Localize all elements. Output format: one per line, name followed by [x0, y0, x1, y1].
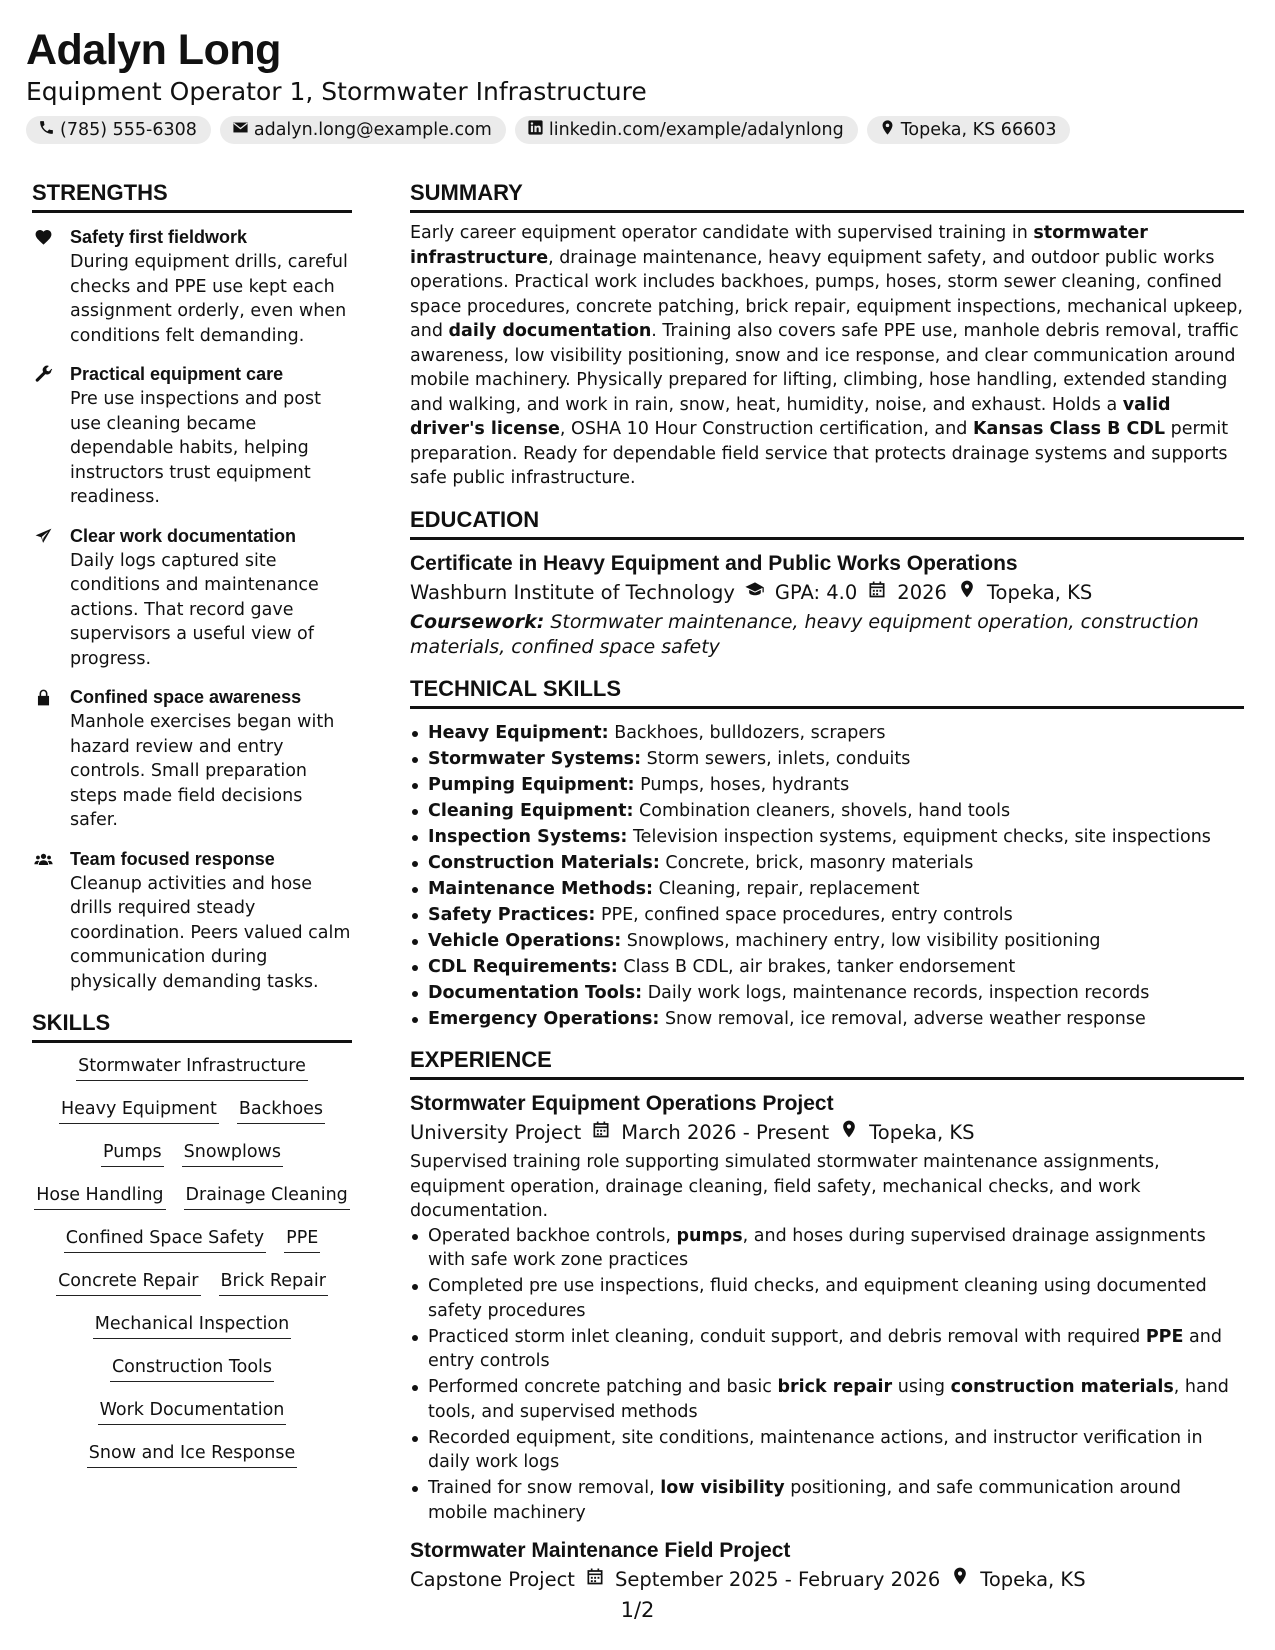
technical-skill-item: Documentation Tools: Daily work logs, maintenance records, inspection records	[410, 981, 1244, 1006]
strength-desc: Manhole exercises began with hazard review and entry controls. Small preparation steps made field decisions safer.	[70, 712, 335, 830]
job-location: Topeka, KS	[980, 1568, 1086, 1591]
technical-skills-heading: TECHNICAL SKILLS	[410, 674, 1244, 709]
school-name: Washburn Institute of Technology	[410, 580, 735, 604]
gpa: GPA: 4.0	[774, 580, 858, 604]
lock-icon	[32, 685, 70, 833]
technical-skill-item: CDL Requirements: Class B CDL, air brakes, tanker endorsement	[410, 955, 1244, 980]
map-pin-icon	[839, 1118, 859, 1148]
skill-tag: Drainage Cleaning	[184, 1184, 350, 1210]
contact-linkedin-text: linkedin.com/example/adalynlong	[548, 120, 844, 140]
page-number: 1/2	[620, 1598, 655, 1622]
job-org: Capstone Project	[410, 1568, 575, 1591]
technical-skill-item: Emergency Operations: Snow removal, ice removal, adverse weather response	[410, 1007, 1244, 1032]
strength-title: Confined space awareness	[70, 687, 302, 707]
map-pin-icon	[879, 119, 896, 141]
job-entry	[410, 1090, 1244, 1525]
technical-skills-list	[410, 721, 1244, 1032]
technical-skill-item: Pumping Equipment: Pumps, hoses, hydrants	[410, 773, 1244, 798]
job-dates: September 2025 - February 2026	[614, 1568, 941, 1591]
experience-section	[410, 1045, 1244, 1595]
strength-item	[32, 685, 352, 833]
technical-skill-item: Cleaning Equipment: Combination cleaners, shovels, hand tools	[410, 799, 1244, 824]
strength-item	[32, 847, 352, 995]
skill-tag: Snowplows	[182, 1141, 283, 1167]
summary-heading: SUMMARY	[410, 178, 1244, 213]
wrench-icon	[32, 362, 70, 510]
job-location: Topeka, KS	[869, 1121, 975, 1144]
education-heading: EDUCATION	[410, 505, 1244, 540]
candidate-title: Equipment Operator 1, Stormwater Infrastructure	[26, 77, 647, 106]
contact-location-text: Topeka, KS 66603	[900, 120, 1057, 140]
users-icon	[32, 847, 70, 995]
technical-skill-item: Construction Materials: Concrete, brick, masonry materials	[410, 851, 1244, 876]
left-column	[32, 178, 352, 1485]
coursework: Coursework: Stormwater maintenance, heavy equipment operation, construction materials, confined space safety	[410, 610, 1199, 658]
strength-desc: Pre use inspections and post use cleaning became dependable habits, helping instructors trust equipment readiness.	[70, 389, 321, 507]
calendar-icon	[867, 578, 887, 608]
heart-icon	[32, 225, 70, 348]
phone-icon	[38, 119, 55, 141]
technical-skill-item: Heavy Equipment: Backhoes, bulldozers, scrapers	[410, 721, 1244, 746]
linkedin-icon	[527, 119, 544, 141]
skills-heading: SKILLS	[32, 1008, 352, 1043]
degree-title: Certificate in Heavy Equipment and Public Works Operations	[410, 551, 1018, 575]
skill-tag: Mechanical Inspection	[93, 1313, 291, 1339]
job-summary: Supervised training role supporting simulated stormwater maintenance assignments, equipment operation, drainage cleaning, field safety, mechanical checks, and work documentation.	[410, 1152, 1160, 1221]
graduation-year: 2026	[897, 580, 947, 604]
job-meta	[410, 1118, 1244, 1148]
technical-skill-item: Stormwater Systems: Storm sewers, inlets, conduits	[410, 747, 1244, 772]
job-bullet: Trained for snow removal, low visibility positioning, and safe communication around mobile machinery	[410, 1476, 1244, 1525]
technical-skill-item: Maintenance Methods: Cleaning, repair, replacement	[410, 877, 1244, 902]
skill-tag: Backhoes	[237, 1098, 325, 1124]
right-column	[410, 178, 1244, 1609]
skill-tag: PPE	[284, 1227, 320, 1253]
skills-tags	[32, 1055, 352, 1468]
summary-section	[410, 178, 1244, 491]
strength-desc: During equipment drills, careful checks and PPE use kept each assignment orderly, even when conditions felt demanding.	[70, 252, 348, 346]
technical-skills-section	[410, 674, 1244, 1032]
contact-phone[interactable]	[26, 116, 211, 144]
contact-phone-text: (785) 555-6308	[60, 120, 197, 140]
candidate-name: Adalyn Long	[26, 26, 281, 74]
graduation-cap-icon	[745, 578, 765, 608]
paper-plane-icon	[32, 524, 70, 672]
technical-skill-item: Vehicle Operations: Snowplows, machinery entry, low visibility positioning	[410, 929, 1244, 954]
education-section	[410, 505, 1244, 660]
strength-item	[32, 225, 352, 348]
job-bullet: Completed pre use inspections, fluid checks, and equipment cleaning using documented safety procedures	[410, 1274, 1244, 1323]
education-location: Topeka, KS	[986, 580, 1093, 604]
job-title: Stormwater Maintenance Field Project	[410, 1539, 791, 1562]
strength-desc: Daily logs captured site conditions and maintenance actions. That record gave supervisors a useful view of progress.	[70, 550, 319, 669]
job-dates: March 2026 - Present	[621, 1121, 830, 1144]
job-bullet: Practiced storm inlet cleaning, conduit support, and debris removal with required PPE and entry controls	[410, 1325, 1244, 1374]
strength-desc: Cleanup activities and hose drills required steady coordination. Peers valued calm communication during physically demanding tasks.	[70, 873, 351, 992]
skill-tag: Brick Repair	[219, 1270, 328, 1296]
strength-title: Clear work documentation	[70, 525, 297, 546]
education-meta	[410, 578, 1244, 608]
contact-bar	[26, 116, 1256, 144]
skill-tag: Confined Space Safety	[64, 1227, 266, 1253]
skill-tag: Hose Handling	[34, 1184, 165, 1210]
job-bullets	[410, 1224, 1244, 1526]
contact-linkedin[interactable]	[515, 116, 858, 144]
skill-tag: Snow and Ice Response	[87, 1442, 297, 1468]
skill-tag: Construction Tools	[110, 1356, 274, 1382]
technical-skill-item: Inspection Systems: Television inspection systems, equipment checks, site inspections	[410, 825, 1244, 850]
contact-email[interactable]	[220, 116, 506, 144]
job-title: Stormwater Equipment Operations Project	[410, 1092, 834, 1115]
calendar-icon	[585, 1565, 605, 1595]
job-entry	[410, 1537, 1244, 1595]
skill-tag: Heavy Equipment	[59, 1098, 219, 1124]
strengths-heading: STRENGTHS	[32, 178, 352, 213]
strength-item	[32, 524, 352, 672]
calendar-icon	[591, 1118, 611, 1148]
skill-tag: Pumps	[101, 1141, 164, 1167]
job-bullet: Operated backhoe controls, pumps, and hoses during supervised drainage assignments with safe work zone practices	[410, 1224, 1244, 1273]
map-pin-icon	[957, 578, 977, 608]
skill-tag: Stormwater Infrastructure	[76, 1055, 308, 1081]
job-bullet: Performed concrete patching and basic brick repair using construction materials, hand tools, and supervised methods	[410, 1375, 1244, 1424]
technical-skill-item: Safety Practices: PPE, confined space procedures, entry controls	[410, 903, 1244, 928]
strength-title: Safety first fieldwork	[70, 227, 248, 247]
contact-location	[867, 116, 1071, 144]
job-meta	[410, 1565, 1244, 1595]
strength-item	[32, 362, 352, 510]
experience-heading: EXPERIENCE	[410, 1045, 1244, 1080]
skill-tag: Concrete Repair	[56, 1270, 200, 1296]
strength-title: Practical equipment care	[70, 364, 284, 384]
job-bullet: Recorded equipment, site conditions, maintenance actions, and instructor verification in daily work logs	[410, 1426, 1244, 1475]
map-pin-icon	[950, 1565, 970, 1595]
summary-text: Early career equipment operator candidate with supervised training in stormwater infrastructure, drainage maintenance, heavy equipment safety, and outdoor public works operations. Practical work includes backhoes, pumps, hoses, storm sewer cleaning, confined space procedures, concrete patching, brick repair, equipment inspections, mechanical upkeep, and daily documentation. Training also covers safe PPE use, manhole debris removal, traffic awareness, low visibility positioning, snow and ice response, and clear communication around mobile machinery. Physically prepared for lifting, climbing, hose handling, extended standing and walking, and work in rain, snow, heat, humidity, noise, and exhaust. Holds a valid driver's license, OSHA 10 Hour Construction certification, and Kansas Class B CDL permit preparation. Ready for dependable field service that protects drainage systems and supports safe public infrastructure.	[410, 223, 1243, 488]
envelope-icon	[232, 119, 249, 141]
contact-email-text: adalyn.long@example.com	[253, 120, 492, 140]
strength-title: Team focused response	[70, 848, 275, 869]
skill-tag: Work Documentation	[98, 1399, 287, 1425]
resume-header	[26, 22, 1256, 144]
job-org: University Project	[410, 1121, 582, 1144]
